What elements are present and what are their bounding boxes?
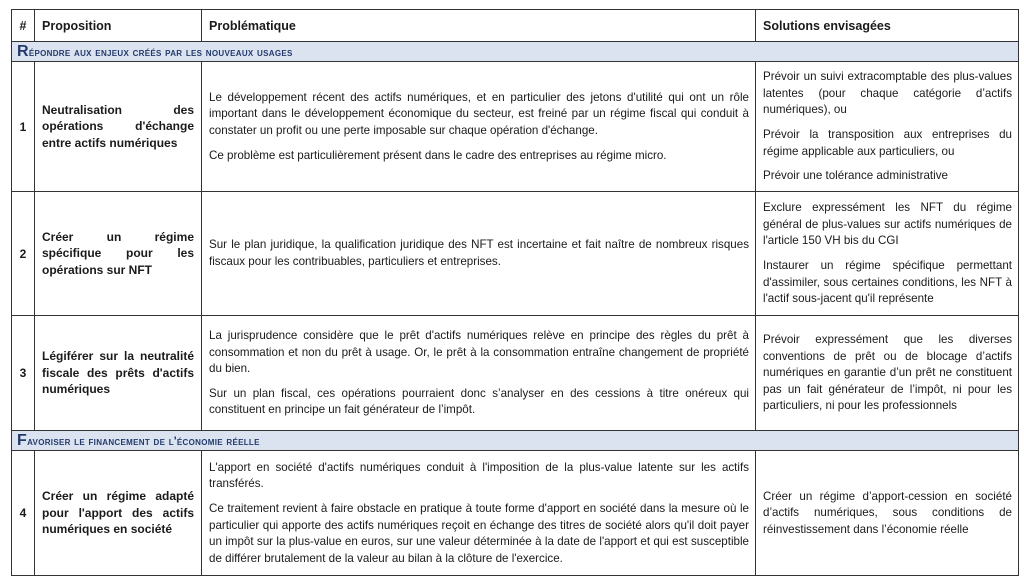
solutions-cell [756, 62, 1019, 192]
problematique-paragraph: Sur un plan fiscal, ces opérations pourraient donc s’analyser en des cessions à titre onéreux qui constituent en principe un fait générateur de l’impôt. [209, 386, 749, 417]
proposition-cell: Neutralisation des opérations d'échange entre actifs numériques [35, 62, 202, 192]
proposition-cell: Créer un régime adapté pour l'apport des actifs numériques en société [35, 451, 202, 576]
header-problematique: Problématique [202, 10, 756, 42]
proposition-cell: Légiférer sur la neutralité fiscale des prêts d'actifs numériques [35, 316, 202, 431]
solution-paragraph: Exclure expressément les NFT du régime général de plus-values sur actifs numériques de l'article 150 VH bis du CGI [763, 201, 1012, 248]
propositions-table [11, 9, 1019, 576]
section-title [12, 431, 1019, 451]
row-number: 4 [12, 451, 35, 576]
problematique-paragraph: Sur le plan juridique, la qualification juridique des NFT est incertaine et fait naître de nombreux risques fiscaux pour les contribuables, particuliers et entreprises. [209, 238, 749, 268]
table-row [12, 62, 1019, 192]
problematique-paragraph: La jurisprudence considère que le prêt d'actifs numériques relève en principe des règles du prêt à consommation et non du prêt à usage. Or, le prêt à la consommation entraîne changement de propriété du bien. [209, 329, 749, 376]
solution-paragraph: Prévoir une tolérance administrative [763, 169, 948, 183]
section-title-initial: F [17, 431, 28, 449]
problematique-paragraph: Ce problème est particulièrement présent dans le cadre des entreprises au régime micro. [209, 148, 667, 162]
solution-paragraph: Prévoir la transposition aux entreprises du régime applicable aux particuliers, ou [763, 128, 1012, 158]
solutions-cell [756, 451, 1019, 576]
section-title-rest: avoriser le financement de l'économie réelle [27, 435, 260, 448]
problematique-cell [202, 451, 756, 576]
problematique-paragraph: L'apport en société d'actifs numériques conduit à l'imposition de la plus-value latente sur les actifs transférés. [209, 460, 749, 491]
row-number: 1 [12, 62, 35, 192]
section-row [12, 42, 1019, 62]
solution-paragraph: Instaurer un régime spécifique permettant d'assimiler, sous certaines conditions, les NFT à l'actif sous-jacent qu'il représente [763, 259, 1012, 306]
problematique-cell [202, 316, 756, 431]
header-proposition: Proposition [35, 10, 202, 42]
problematique-paragraph: Ce traitement revient à faire obstacle en pratique à toute forme d'apport en société dans la mesure où le particulier qui apporte des actifs numériques reçoit en échange des titres de société alors qu'il doit payer un impôt sur la plus-value en euros, sur une valeur déterminée à la date de l'apport et qui est susceptible de différer brutalement de la valeur au bilan à la clôture de l'exercice. [209, 501, 749, 565]
solutions-cell [756, 192, 1019, 316]
problematique-cell [202, 62, 756, 192]
table-row [12, 451, 1019, 576]
solution-paragraph: Prévoir un suivi extracomptable des plus-values latentes (pour chaque catégorie d’actifs numériques), ou [763, 70, 1012, 117]
problematique-paragraph: Le développement récent des actifs numériques, et en particulier des jetons d'utilité qui ont un rôle important dans le développement économique du secteur, est freiné par un régime fiscal qui conduit à constater un profit ou une perte imposable sur chaque opération d'échange. [209, 90, 749, 137]
header-solutions: Solutions envisagées [756, 10, 1019, 42]
section-title-rest: épondre aux enjeux créés par les nouveaux usages [28, 46, 293, 59]
solutions-cell [756, 316, 1019, 431]
header-num: # [12, 10, 35, 42]
header-row [12, 10, 1019, 42]
section-title [12, 42, 1019, 62]
problematique-cell [202, 192, 756, 316]
table-row [12, 316, 1019, 431]
solution-paragraph: Prévoir expressément que les diverses conventions de prêt ou de blocage d’actifs numériques en garantie d’un prêt ne constituent pas un fait générateur de l’impôt, ni pour les particuliers, ni pour les professionnels [763, 333, 1012, 413]
proposition-cell: Créer un régime spécifique pour les opérations sur NFT [35, 192, 202, 316]
section-title-initial: R [17, 42, 29, 60]
row-number: 3 [12, 316, 35, 431]
solution-paragraph: Créer un régime d’apport-cession en société d’actifs numériques, sous conditions de réinvestissement dans l’économie réelle [763, 489, 1012, 536]
section-row [12, 431, 1019, 451]
row-number: 2 [12, 192, 35, 316]
table-row [12, 192, 1019, 316]
